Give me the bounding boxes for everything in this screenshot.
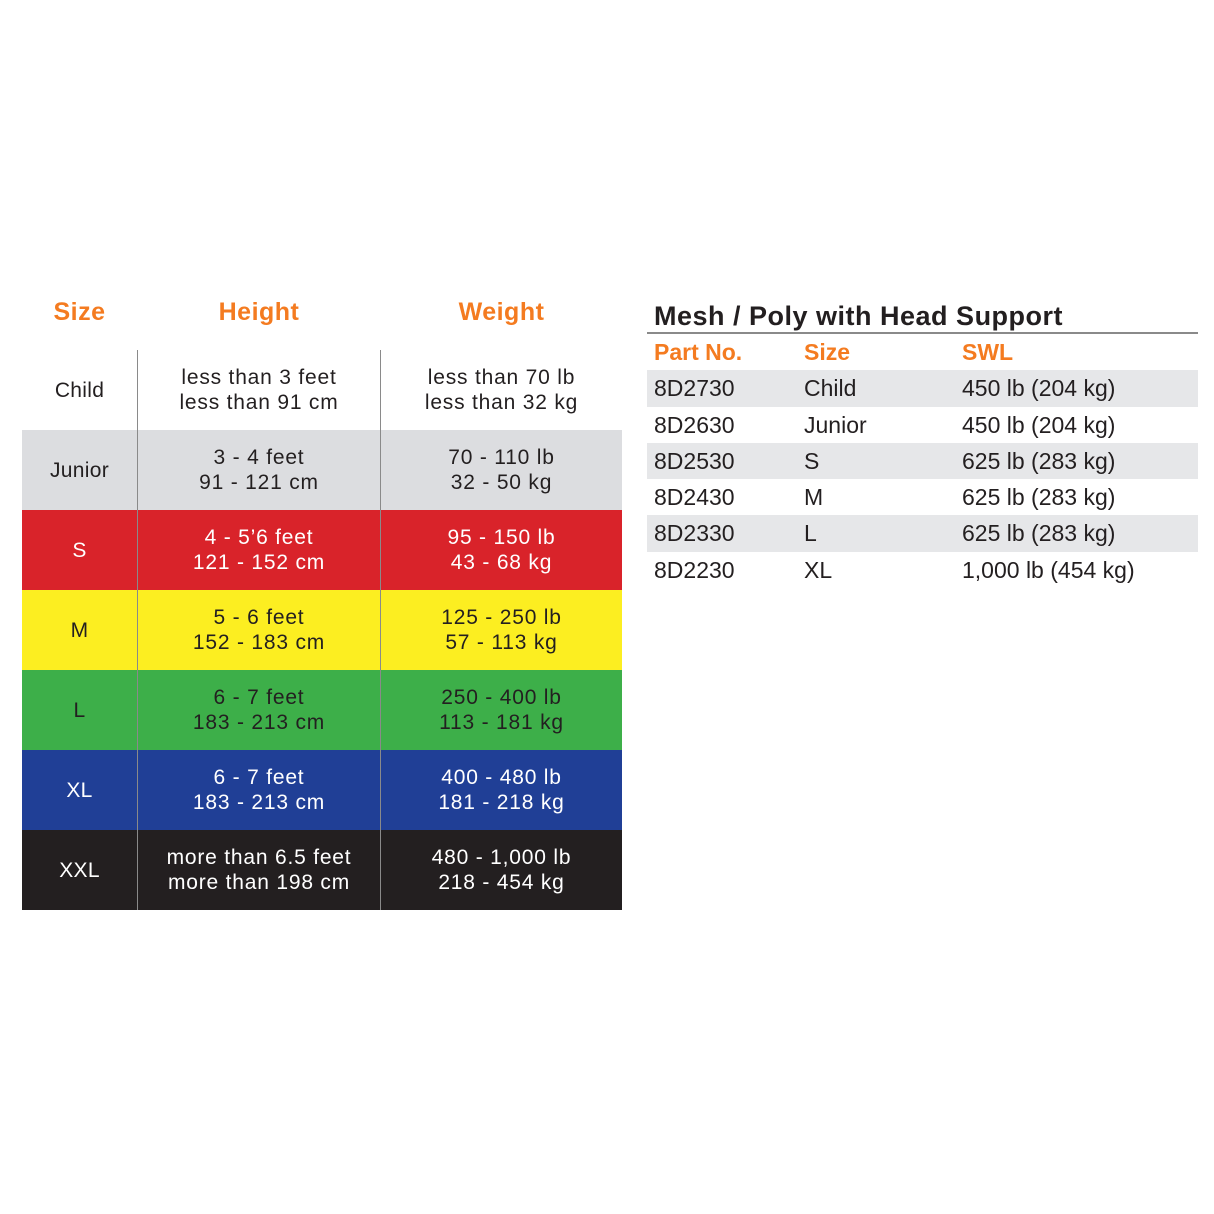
weight-cell xyxy=(381,510,622,590)
part-number: 8D2730 xyxy=(654,375,735,402)
header-swl: SWL xyxy=(962,339,1014,365)
part-number: 8D2430 xyxy=(654,484,735,511)
size-row xyxy=(22,670,622,750)
height-imperial: more than 6.5 feet xyxy=(166,846,352,869)
height-metric: less than 91 cm xyxy=(179,391,339,414)
weight-metric: 181 - 218 kg xyxy=(438,791,565,814)
size-row xyxy=(22,750,622,830)
size-row xyxy=(22,350,622,430)
part-table-body xyxy=(647,370,1198,588)
part-size: Junior xyxy=(804,411,867,438)
height-cell xyxy=(138,430,381,510)
weight-imperial: less than 70 lb xyxy=(427,366,576,389)
part-table-header xyxy=(647,334,1198,370)
size-chart xyxy=(22,296,622,910)
size-cell: Child xyxy=(22,350,138,430)
part-number: 8D2230 xyxy=(654,556,735,583)
part-row xyxy=(647,479,1198,515)
height-cell xyxy=(138,590,381,670)
height-imperial: 5 - 6 feet xyxy=(213,606,305,629)
part-row xyxy=(647,407,1198,443)
size-chart-header xyxy=(22,296,622,350)
part-swl: 625 lb (283 kg) xyxy=(962,484,1116,511)
part-table xyxy=(647,296,1198,588)
size-row xyxy=(22,590,622,670)
size-cell: Junior xyxy=(22,430,138,510)
height-imperial: 6 - 7 feet xyxy=(213,686,305,709)
weight-imperial: 125 - 250 lb xyxy=(441,606,562,629)
weight-metric: 113 - 181 kg xyxy=(439,711,564,734)
weight-metric: 32 - 50 kg xyxy=(450,471,553,494)
part-number: 8D2530 xyxy=(654,447,735,474)
header-weight: Weight xyxy=(458,298,545,326)
weight-imperial: 400 - 480 lb xyxy=(441,766,562,789)
size-cell: L xyxy=(22,670,138,750)
height-imperial: less than 3 feet xyxy=(181,366,337,389)
height-cell xyxy=(138,670,381,750)
weight-imperial: 480 - 1,000 lb xyxy=(431,846,572,869)
height-metric: 183 - 213 cm xyxy=(192,711,326,734)
header-part-no: Part No. xyxy=(654,339,743,365)
part-row xyxy=(647,443,1198,479)
part-size: S xyxy=(804,447,820,474)
weight-metric: 57 - 113 kg xyxy=(445,631,558,654)
part-size: L xyxy=(804,520,817,547)
part-row xyxy=(647,515,1198,551)
part-row xyxy=(647,552,1198,588)
size-chart-body xyxy=(22,350,622,910)
part-size: Child xyxy=(804,375,857,402)
part-row xyxy=(647,370,1198,406)
height-metric: more than 198 cm xyxy=(167,871,351,894)
size-row xyxy=(22,510,622,590)
size-cell: M xyxy=(22,590,138,670)
height-cell xyxy=(138,830,381,910)
weight-cell xyxy=(381,830,622,910)
weight-imperial: 250 - 400 lb xyxy=(441,686,562,709)
height-metric: 152 - 183 cm xyxy=(192,631,326,654)
part-swl: 625 lb (283 kg) xyxy=(962,447,1116,474)
size-cell: XL xyxy=(22,750,138,830)
header-size: Size xyxy=(804,339,851,365)
size-cell: S xyxy=(22,510,138,590)
size-row xyxy=(22,430,622,510)
part-swl: 1,000 lb (454 kg) xyxy=(962,556,1135,583)
size-row xyxy=(22,830,622,910)
height-cell xyxy=(138,350,381,430)
header-height: Height xyxy=(218,298,300,326)
weight-metric: 218 - 454 kg xyxy=(438,871,565,894)
weight-cell xyxy=(381,750,622,830)
part-swl: 625 lb (283 kg) xyxy=(962,520,1116,547)
weight-cell xyxy=(381,670,622,750)
height-cell xyxy=(138,510,381,590)
weight-imperial: 70 - 110 lb xyxy=(448,446,555,469)
weight-metric: less than 32 kg xyxy=(424,391,579,414)
part-number: 8D2330 xyxy=(654,520,735,547)
height-metric: 183 - 213 cm xyxy=(192,791,326,814)
part-table-title: Mesh / Poly with Head Support xyxy=(647,296,1198,334)
part-swl: 450 lb (204 kg) xyxy=(962,411,1116,438)
weight-imperial: 95 - 150 lb xyxy=(447,526,556,549)
height-cell xyxy=(138,750,381,830)
height-imperial: 4 - 5’6 feet xyxy=(204,526,314,549)
height-metric: 91 - 121 cm xyxy=(199,471,319,494)
part-number: 8D2630 xyxy=(654,411,735,438)
weight-cell xyxy=(381,350,622,430)
part-size: XL xyxy=(804,556,833,583)
height-imperial: 6 - 7 feet xyxy=(213,766,305,789)
height-imperial: 3 - 4 feet xyxy=(213,446,305,469)
weight-metric: 43 - 68 kg xyxy=(450,551,553,574)
height-metric: 121 - 152 cm xyxy=(192,551,326,574)
weight-cell xyxy=(381,590,622,670)
weight-cell xyxy=(381,430,622,510)
part-swl: 450 lb (204 kg) xyxy=(962,375,1116,402)
size-cell: XXL xyxy=(22,830,138,910)
part-size: M xyxy=(804,484,824,511)
header-size: Size xyxy=(53,298,106,326)
